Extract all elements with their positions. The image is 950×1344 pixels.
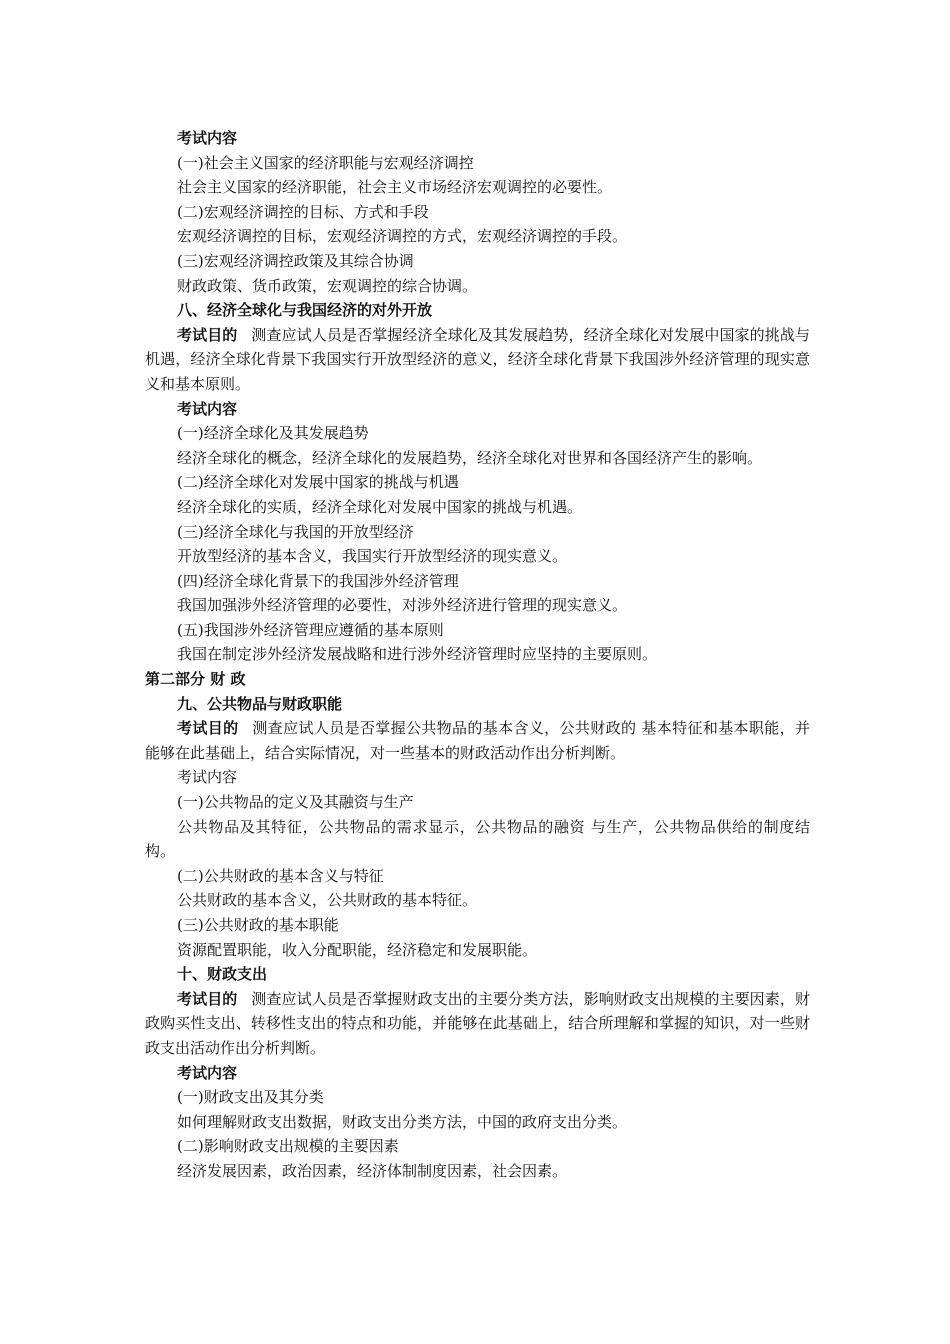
exam-purpose-paragraph xyxy=(145,987,810,1061)
subheading-1: (一)经济全球化及其发展趋势 xyxy=(177,424,369,443)
exam-purpose-paragraph xyxy=(145,323,810,397)
body-text: 经济全球化的概念，经济全球化的发展趋势，经济全球化对世界和各国经济产生的影响。 xyxy=(177,448,763,467)
exam-purpose-label: 考试目的 xyxy=(177,719,239,738)
chapter-heading-8: 八、经济全球化与我国经济的对外开放 xyxy=(177,301,433,320)
body-text: 我国加强涉外经济管理的必要性，对涉外经济进行管理的现实意义。 xyxy=(177,596,628,615)
section-heading-exam-content: 考试内容 xyxy=(177,129,238,147)
section-heading-exam-content: 考试内容 xyxy=(177,768,238,787)
body-text: 资源配置职能，收入分配职能，经济稳定和发展职能。 xyxy=(177,940,538,959)
chapter-heading-10: 十、财政支出 xyxy=(177,965,268,984)
subheading-2: (二)公共财政的基本含义与特征 xyxy=(177,866,384,885)
body-text: 社会主义国家的经济职能，社会主义市场经济宏观调控的必要性。 xyxy=(177,178,613,197)
body-text: 财政政策、货币政策，宏观调控的综合协调。 xyxy=(177,276,478,295)
subheading-4: (四)经济全球化背景下的我国涉外经济管理 xyxy=(177,571,459,590)
subheading-2: (二)影响财政支出规模的主要因素 xyxy=(177,1137,399,1156)
subheading-2: (二)宏观经济调控的目标、方式和手段 xyxy=(177,202,429,221)
subheading-5: (五)我国涉外经济管理应遵循的基本原则 xyxy=(177,620,444,639)
body-text: 宏观经济调控的目标，宏观经济调控的方式，宏观经济调控的手段。 xyxy=(177,227,628,246)
subheading-3: (三)公共财政的基本职能 xyxy=(177,916,339,934)
body-text: 经济发展因素，政治因素，经济体制制度因素，社会因素。 xyxy=(177,1161,568,1180)
subheading-1: (一)社会主义国家的经济职能与宏观经济调控 xyxy=(177,153,474,172)
body-text: 公共物品及其特征，公共物品的需求显示，公共物品的融资 与生产，公共物品供给的制度结构。 xyxy=(145,817,810,861)
exam-purpose-text: 测查应试人员是否掌握财政支出的主要分类方法，影响财政支出规模的主要因素，财政购买性支出、转移性支出的特点和功能，并能够在此基础上，结合所理解和掌握的知识，对一些财政支出活动作出分析判断。 xyxy=(145,989,810,1057)
subheading-3: (三)宏观经济调控政策及其综合协调 xyxy=(177,251,414,270)
exam-purpose-text: 测查应试人员是否掌握经济全球化及其发展趋势，经济全球化对发展中国家的挑战与机遇，经济全球化背景下我国实行开放型经济的意义，经济全球化背景下我国涉外经济管理的现实意义和基本原则。 xyxy=(145,325,810,393)
subheading-1: (一)公共物品的定义及其融资与生产 xyxy=(177,793,414,812)
subheading-2: (二)经济全球化对发展中国家的挑战与机遇 xyxy=(177,473,459,492)
section-heading-exam-content: 考试内容 xyxy=(177,1063,238,1082)
body-text: 我国在制定涉外经济发展战略和进行涉外经济管理时应坚持的主要原则。 xyxy=(177,645,658,664)
document-body xyxy=(145,126,810,1184)
subheading-3: (三)经济全球化与我国的开放型经济 xyxy=(177,522,414,541)
exam-purpose-text: 测查应试人员是否掌握公共物品的基本含义，公共财政的 基本特征和基本职能，并能够在此基础上，结合实际情况，对一些基本的财政活动作出分析判断。 xyxy=(145,719,810,762)
chapter-heading-9: 九、公共物品与财政职能 xyxy=(177,694,343,713)
exam-purpose-label: 考试目的 xyxy=(177,989,238,1008)
body-text: 经济全球化的实质，经济全球化对发展中国家的挑战与机遇。 xyxy=(177,497,583,516)
exam-purpose-paragraph xyxy=(145,716,810,765)
subheading-1: (一)财政支出及其分类 xyxy=(177,1088,324,1107)
body-text: 开放型经济的基本含义，我国实行开放型经济的现实意义。 xyxy=(177,547,568,566)
part-heading-2: 第二部分 财 政 xyxy=(145,670,246,689)
body-text: 如何理解财政支出数据，财政支出分类方法，中国的政府支出分类。 xyxy=(177,1112,628,1131)
exam-purpose-label: 考试目的 xyxy=(177,325,238,344)
body-text: 公共财政的基本含义，公共财政的基本特征。 xyxy=(177,891,478,910)
section-heading-exam-content: 考试内容 xyxy=(177,399,238,418)
